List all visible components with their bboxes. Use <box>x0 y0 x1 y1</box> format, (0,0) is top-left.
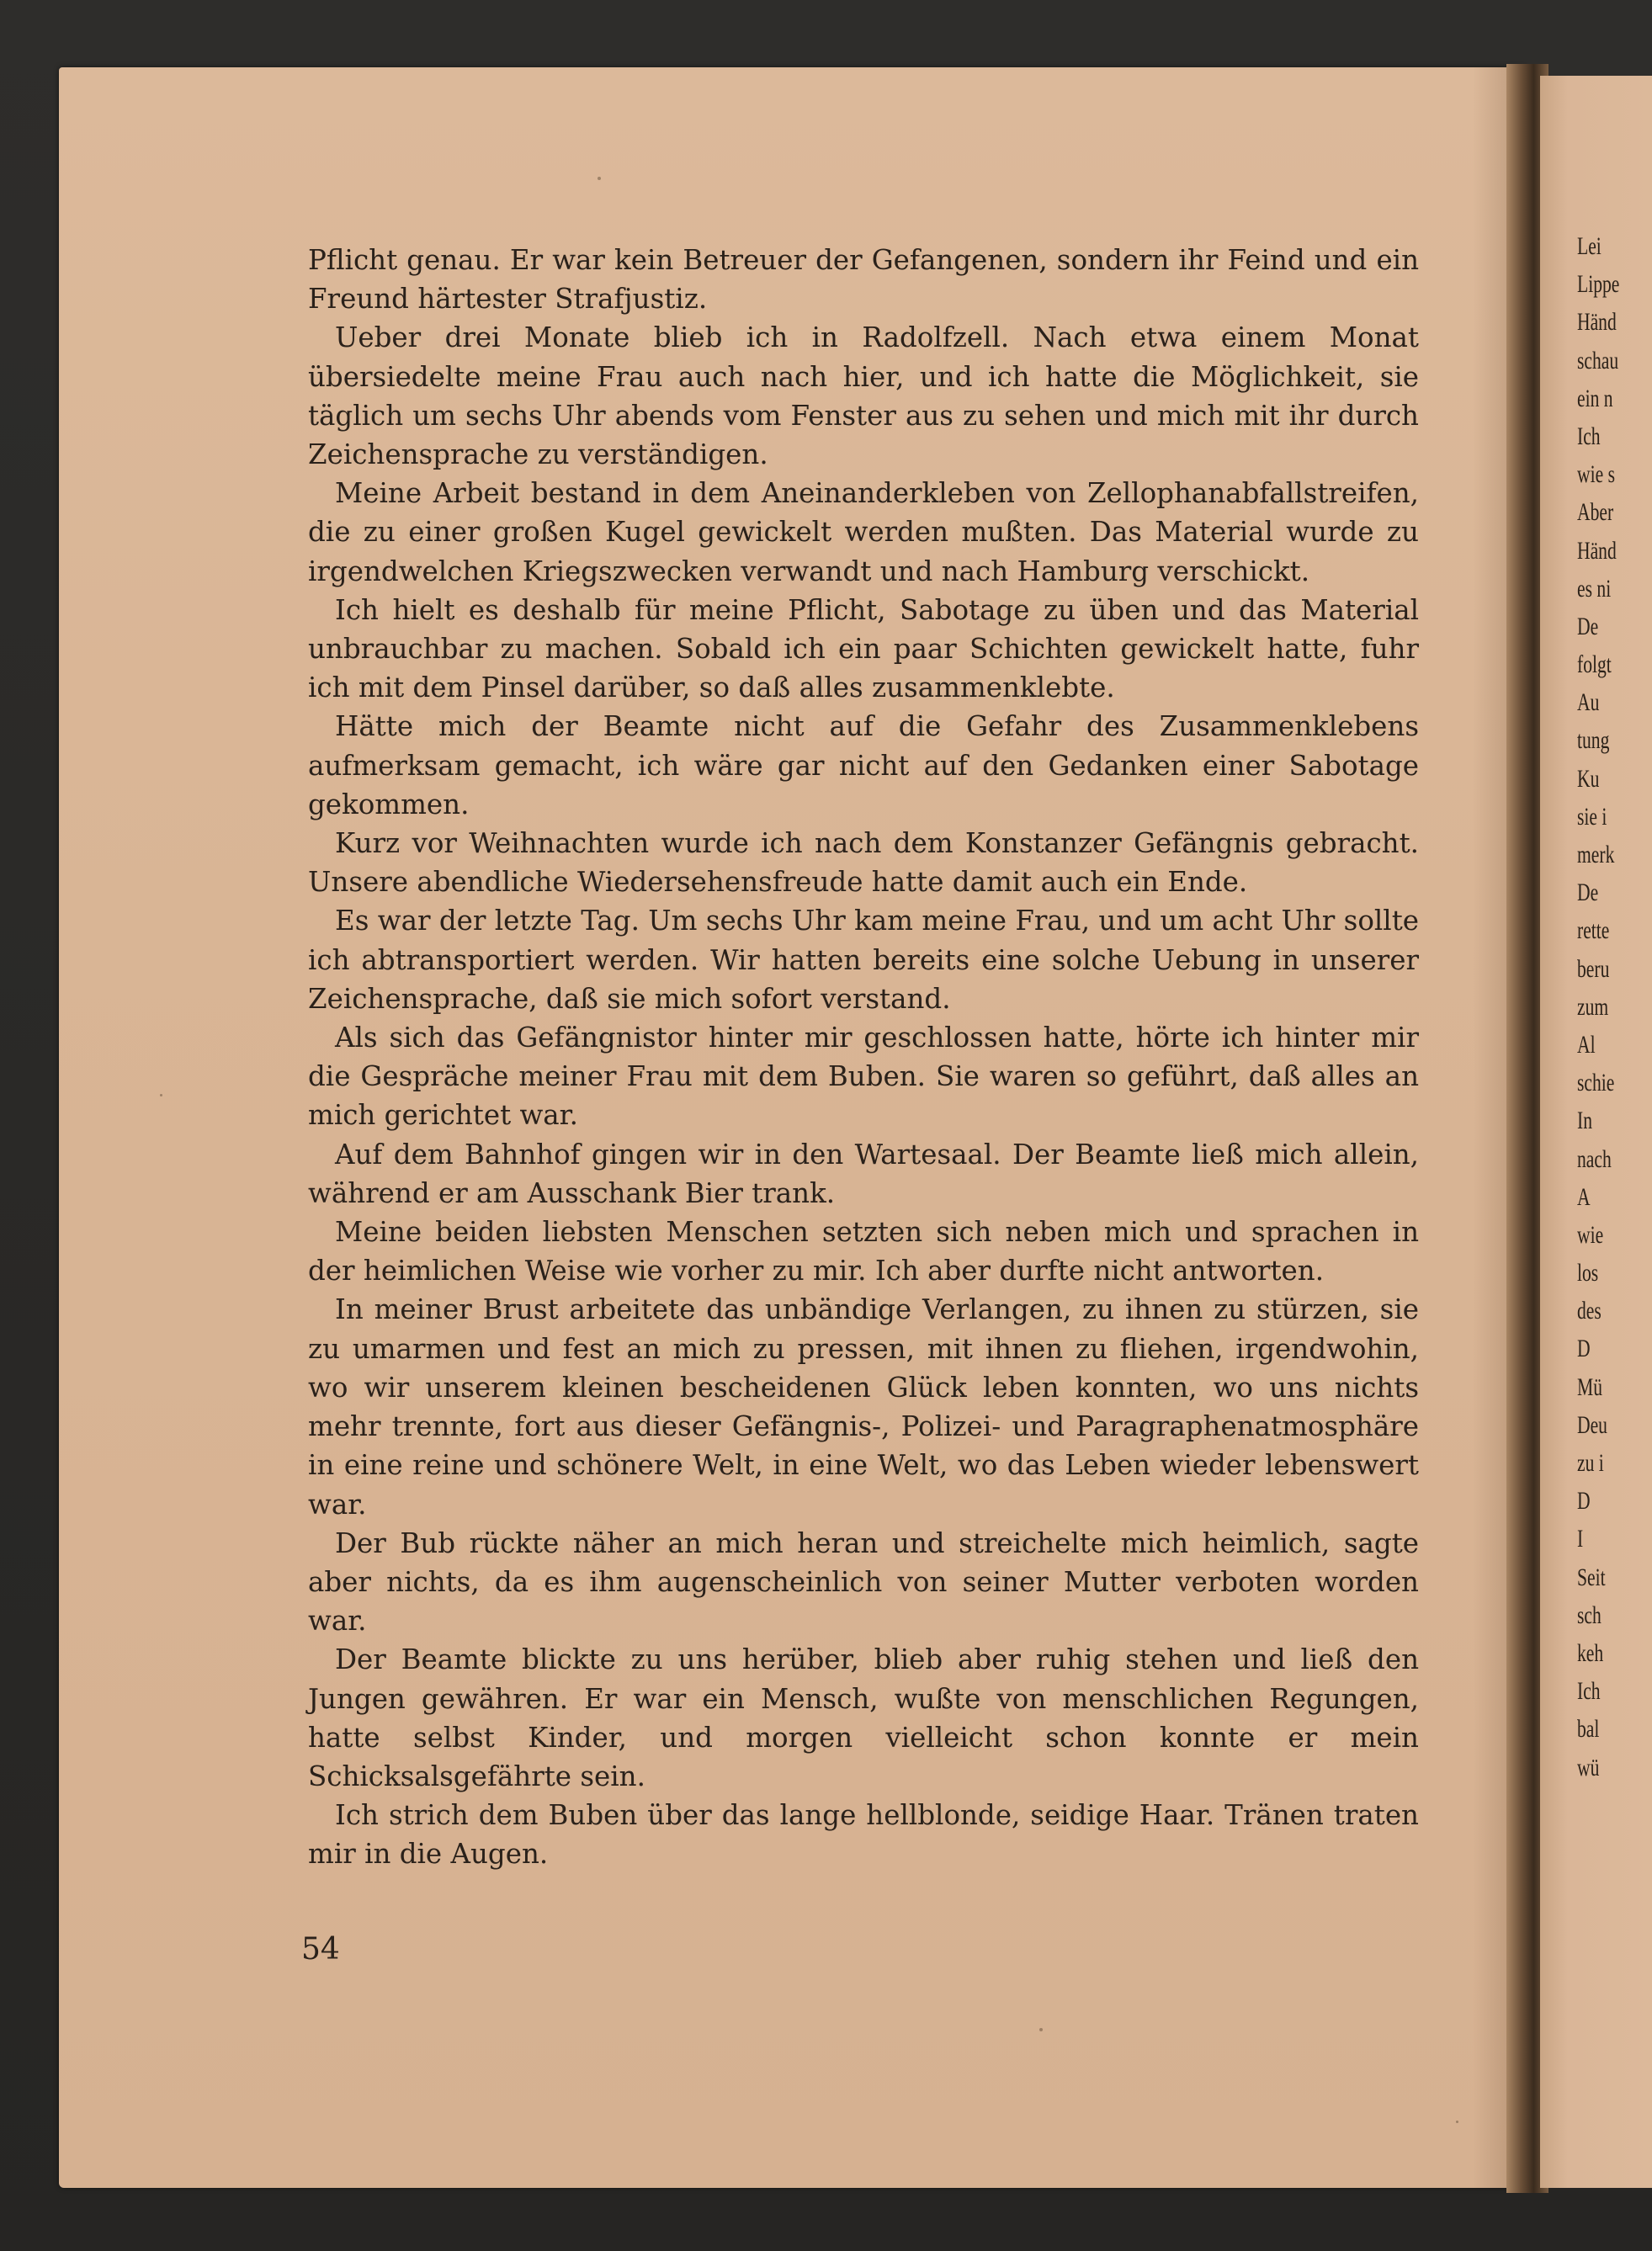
facing-page-line: Ich <box>1577 1677 1601 1706</box>
paragraph: Auf dem Bahnhof gingen wir in den Wartesaal. Der Beamte ließ mich allein, während er am Ausschank Bier trank. <box>308 1138 1419 1209</box>
facing-page-line: Seit <box>1577 1563 1606 1591</box>
paragraph: Meine Arbeit bestand in dem Aneinanderkleben von Zellophanabfallstreifen, die zu einer großen Kugel gewickelt werden mußten. Das Material wurde zu irgendwelchen Kriegszwecken verwandt und nach Hamburg verschickt. <box>308 477 1419 587</box>
facing-page-line: zum <box>1577 992 1609 1021</box>
paragraph: Als sich das Gefängnistor hinter mir geschlossen hatte, hörte ich hinter mir die Gespräche meiner Frau mit dem Buben. Sie waren so geführt, daß alles an mich gerichtet war. <box>308 1022 1419 1132</box>
facing-page-line: Ku <box>1577 764 1600 793</box>
facing-page-line: Al <box>1577 1030 1596 1059</box>
paper-speck <box>1456 2121 1458 2123</box>
paragraph: Ich hielt es deshalb für meine Pflicht, Sabotage zu üben und das Material unbrauchbar zu machen. Sobald ich ein paar Schichten gewickelt hatte, fuhr ich mit dem Pinsel darüber, so daß alles zusammenklebte. <box>308 593 1419 704</box>
facing-page-line: rette <box>1577 916 1610 945</box>
facing-page-line: Ich <box>1577 422 1601 450</box>
facing-page-line: merk <box>1577 841 1615 868</box>
page-number: 54 <box>301 1932 340 1967</box>
facing-page-line: zu i <box>1577 1449 1604 1477</box>
facing-page-line: Aber <box>1577 498 1614 527</box>
paragraph: Kurz vor Weihnachten wurde ich nach dem Konstanzer Gefängnis gebracht. Unsere abendliche Wiedersehensfreude hatte damit auch ein Ende. <box>308 827 1419 899</box>
facing-page-line: tung <box>1577 726 1610 755</box>
facing-page-line: ein n <box>1577 384 1613 412</box>
facing-page-line: De <box>1577 879 1599 907</box>
paragraph: Hätte mich der Beamte nicht auf die Gefahr des Zusammenklebens aufmerksam gemacht, ich wäre gar nicht auf den Gedanken einer Sabotage gekommen. <box>308 710 1419 820</box>
paper-speck <box>160 1094 162 1096</box>
facing-page-line: wü <box>1577 1753 1600 1781</box>
facing-page-line: Lippe <box>1577 270 1620 299</box>
paragraph: Der Bub rückte näher an mich heran und streichelte mich heimlich, sagte aber nichts, da es ihm augenscheinlich von seiner Mutter verboten worden war. <box>308 1526 1419 1638</box>
facing-page-line: bal <box>1577 1715 1600 1744</box>
facing-page-text <box>1577 227 1619 1786</box>
paragraph: Meine beiden liebsten Menschen setzten sich neben mich und sprachen in der heimlichen Weise wie vorher zu mir. Ich aber durfte nicht antworten. <box>308 1216 1419 1287</box>
facing-page-line: beru <box>1577 954 1610 983</box>
facing-page-line: des <box>1577 1297 1602 1325</box>
paper-speck <box>598 177 601 180</box>
facing-page-line: De <box>1577 612 1599 640</box>
facing-page-line: wie s <box>1577 460 1615 489</box>
facing-page-line: D <box>1577 1335 1591 1363</box>
facing-page-line: Händ <box>1577 536 1617 565</box>
facing-page-line: Mü <box>1577 1372 1603 1401</box>
facing-page-line: sie i <box>1577 802 1607 831</box>
facing-page-line: D <box>1577 1487 1591 1516</box>
facing-page-line: schau <box>1577 346 1619 374</box>
facing-page-line: wie <box>1577 1220 1604 1249</box>
paragraph: Pflicht genau. Er war kein Betreuer der Gefangenen, sondern ihr Feind und ein Freund härtester Strafjustiz. <box>308 244 1419 316</box>
paragraph: Der Beamte blickte zu uns herüber, blieb aber ruhig stehen und ließ den Jungen gewähren. Er war ein Mensch, wußte von menschlichen Regungen, hatte selbst Kinder, und morgen vielleicht schon konnte er mein Schicksalsgefährte sein. <box>308 1643 1419 1792</box>
facing-page-line: sch <box>1577 1601 1602 1629</box>
paragraph: Ich strich dem Buben über das lange hellblonde, seidige Haar. Tränen traten mir in die Augen. <box>308 1799 1419 1871</box>
paragraph: Ueber drei Monate blieb ich in Radolfzell. Nach etwa einem Monat übersiedelte meine Frau auch nach hier, und ich hatte die Möglichkeit, sie täglich um sechs Uhr abends vom Fenster aus zu sehen und mich mit ihr durch Zeichensprache zu verständigen. <box>308 321 1419 471</box>
facing-page-line: schie <box>1577 1069 1615 1097</box>
facing-page-edge <box>1540 76 1652 2188</box>
paragraph: Es war der letzte Tag. Um sechs Uhr kam meine Frau, und um acht Uhr sollte ich abtransportiert werden. Wir hatten bereits eine solche Uebung in unserer Zeichensprache, daß sie mich sofort verstand. <box>308 905 1419 1015</box>
facing-page-line: keh <box>1577 1638 1604 1667</box>
paper-speck <box>1039 2028 1043 2031</box>
facing-page-line: In <box>1577 1107 1592 1135</box>
facing-page-line: nach <box>1577 1144 1612 1173</box>
facing-page-line: A <box>1577 1182 1591 1211</box>
page-body-text <box>308 241 1419 1874</box>
paragraph: In meiner Brust arbeitete das unbändige Verlangen, zu ihnen zu stürzen, sie zu umarmen und fest an mich zu pressen, mit ihnen zu fliehen, irgendwohin, wo wir unserem kleinen bescheidenen Glück leben konnten, wo uns nichts mehr trennte, fort aus dieser Gefängnis-, Polizei- und Paragraphenatmosphäre in eine reine und schönere Welt, in eine Welt, wo das Leben wieder lebenswert war. <box>308 1293 1419 1521</box>
facing-page-line: folgt <box>1577 650 1612 679</box>
facing-page-line: Lei <box>1577 232 1602 260</box>
facing-page-line: Händ <box>1577 308 1617 337</box>
facing-page-line: I <box>1577 1525 1584 1553</box>
facing-page-line: Au <box>1577 688 1600 717</box>
facing-page-line: Deu <box>1577 1410 1607 1439</box>
facing-page-line: es ni <box>1577 574 1612 603</box>
facing-page-line: los <box>1577 1259 1599 1287</box>
